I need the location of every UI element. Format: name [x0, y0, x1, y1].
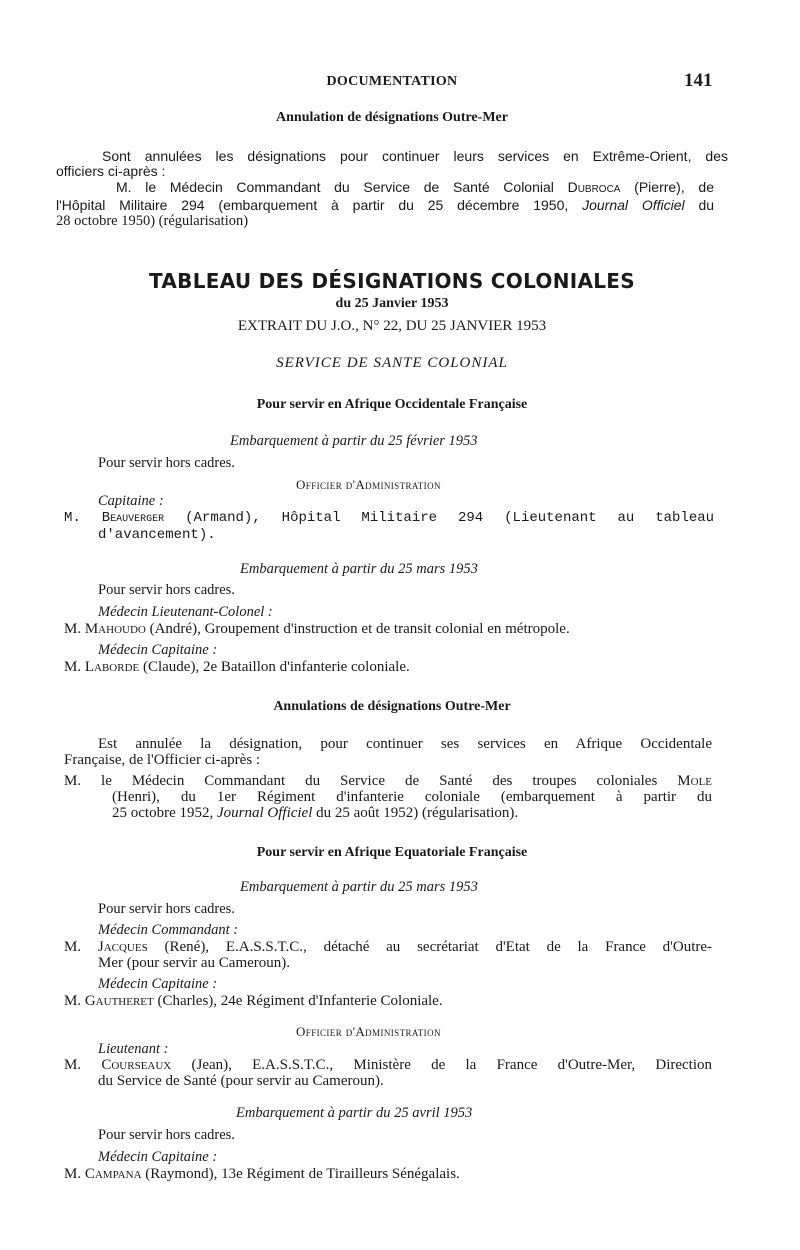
entry-word: tableau: [655, 510, 715, 526]
entry-word: (Lieutenant: [504, 510, 597, 526]
officer-name: Courseaux: [101, 1057, 172, 1073]
annulation-entry-line: [116, 179, 714, 196]
officer-entry-continuation: du Service de Santé (pour servir au Cameroun).: [98, 1073, 384, 1089]
entry-prefix: M.: [64, 1057, 82, 1073]
entry-text: (Raymond), 13e Régiment de Tirailleurs Sénégalais.: [145, 1166, 460, 1182]
category-heading: Officier d'Administration: [296, 477, 441, 492]
rank-label: Médecin Capitaine :: [98, 642, 218, 658]
embarkation-date: Embarquement à partir du 25 février 1953: [230, 433, 478, 449]
assignment-note: Pour servir hors cadres.: [98, 455, 235, 471]
officer-entry: [64, 621, 570, 638]
annulation-entry-line: 28 octobre 1950) (régularisation): [56, 213, 249, 229]
officer-entry: [64, 993, 443, 1010]
entry-prefix: M.: [64, 510, 81, 526]
rank-label: Médecin Lieutenant-Colonel :: [98, 604, 273, 620]
annulation-paragraph-line: officiers ci-après :: [56, 163, 166, 179]
entry-word: (Armand),: [185, 510, 261, 526]
assignment-note: Pour servir hors cadres.: [98, 901, 235, 917]
officer-name: Gautheret: [84, 993, 154, 1009]
rank-label: Médecin Commandant :: [98, 922, 239, 938]
entry-text: 25 octobre 1952,: [112, 805, 214, 821]
entry-word: Hôpital: [281, 510, 341, 526]
category-heading: Officier d'Administration: [296, 1024, 441, 1039]
annulation-paragraph-line: Sont annulées les désignations pour continuer leurs services en Extrême-Orient, des: [102, 148, 728, 164]
rank-label: Capitaine :: [98, 493, 164, 509]
officer-entry-continuation: Mer (pour servir au Cameroun).: [98, 955, 291, 971]
annulation-paragraph-line: Française, de l'Officier ci-après :: [64, 752, 261, 768]
officer-entry: [64, 659, 410, 676]
embarkation-date: Embarquement à partir du 25 mars 1953: [240, 561, 478, 577]
entry-prefix: M.: [64, 621, 82, 637]
running-title: DOCUMENTATION: [326, 74, 458, 89]
entry-text: (Jean), E.A.S.S.T.C., Ministère de la France d'Outre-Mer, Direction: [191, 1057, 713, 1073]
entry-prefix: M.: [64, 659, 82, 675]
entry-text: (Pierre), de: [634, 179, 714, 195]
section-heading-annulation: Annulation de désignations Outre-Mer: [276, 110, 508, 125]
journal-reference: Journal Officiel: [582, 197, 685, 213]
rank-label: Lieutenant :: [98, 1041, 169, 1057]
tableau-extrait: EXTRAIT DU J.O., N° 22, DU 25 JANVIER 1953: [237, 318, 547, 334]
assignment-note: Pour servir hors cadres.: [98, 582, 235, 598]
annulation-entry-line: [112, 805, 518, 822]
section-heading-aef: Pour servir en Afrique Equatoriale Française: [256, 845, 528, 860]
service-title: SERVICE DE SANTE COLONIAL: [276, 355, 508, 371]
entry-prefix: M.: [64, 1166, 82, 1182]
officer-entry: [64, 1166, 460, 1183]
officer-name: Mole: [677, 773, 713, 789]
entry-text: M. le Médecin Commandant du Service de Santé Colonial: [116, 179, 554, 195]
entry-text: l'Hôpital Militaire 294 (embarquement à partir du 25 décembre 1950,: [56, 197, 569, 213]
annulation-paragraph-line: Est annulée la désignation, pour continuer ses services en Afrique Occidentale: [98, 736, 712, 752]
officer-entry: [64, 510, 714, 527]
annulation-entry-line: (Henri), du 1er Régiment d'infanterie coloniale (embarquement à partir du: [112, 789, 712, 805]
entry-prefix: M.: [64, 993, 82, 1009]
entry-prefix: M.: [64, 939, 82, 955]
officer-entry: [64, 939, 712, 956]
officer-entry: [64, 1057, 712, 1074]
annulation-entry-line: [56, 197, 714, 214]
embarkation-date: Embarquement à partir du 25 mars 1953: [240, 879, 478, 895]
section-heading-aof: Pour servir en Afrique Occidentale Française: [256, 397, 528, 412]
officer-name: Beauverger: [101, 510, 165, 526]
officer-name: Jacques: [97, 939, 148, 955]
entry-word: au: [617, 510, 635, 526]
entry-text: (Charles), 24e Régiment d'Infanterie Coloniale.: [157, 993, 443, 1009]
assignment-note: Pour servir hors cadres.: [98, 1127, 235, 1143]
section-heading-annulations: Annulations de désignations Outre-Mer: [273, 699, 511, 714]
entry-text: M. le Médecin Commandant du Service de Santé des troupes coloniales: [64, 773, 658, 789]
rank-label: Médecin Capitaine :: [98, 1149, 218, 1165]
annulation-entry-line: [64, 773, 712, 790]
officer-name: Campana: [84, 1166, 142, 1182]
entry-text: (René), E.A.S.S.T.C., détaché au secrétariat d'Etat de la France d'Outre-: [164, 939, 713, 955]
officer-entry-continuation: d'avancement).: [98, 527, 216, 543]
officer-name: Laborde: [84, 659, 140, 675]
embarkation-date: Embarquement à partir du 25 avril 1953: [236, 1105, 473, 1121]
officer-name: Dubroca: [567, 179, 621, 195]
entry-text: du 25 août 1952) (régularisation).: [316, 805, 519, 821]
entry-text: (Claude), 2e Bataillon d'infanterie coloniale.: [142, 659, 410, 675]
rank-label: Médecin Capitaine :: [98, 976, 218, 992]
page-number: 141: [684, 70, 713, 91]
tableau-title: TABLEAU DES DÉSIGNATIONS COLONIALES: [149, 269, 635, 293]
entry-text: (André), Groupement d'instruction et de transit colonial en métropole.: [149, 621, 570, 637]
officer-name: Mahoudo: [84, 621, 146, 637]
entry-text: du: [698, 197, 715, 213]
journal-reference: Journal Officiel: [216, 805, 313, 821]
entry-word: Militaire: [361, 510, 438, 526]
entry-word: 294: [457, 510, 484, 526]
tableau-date: du 25 Janvier 1953: [335, 296, 449, 311]
